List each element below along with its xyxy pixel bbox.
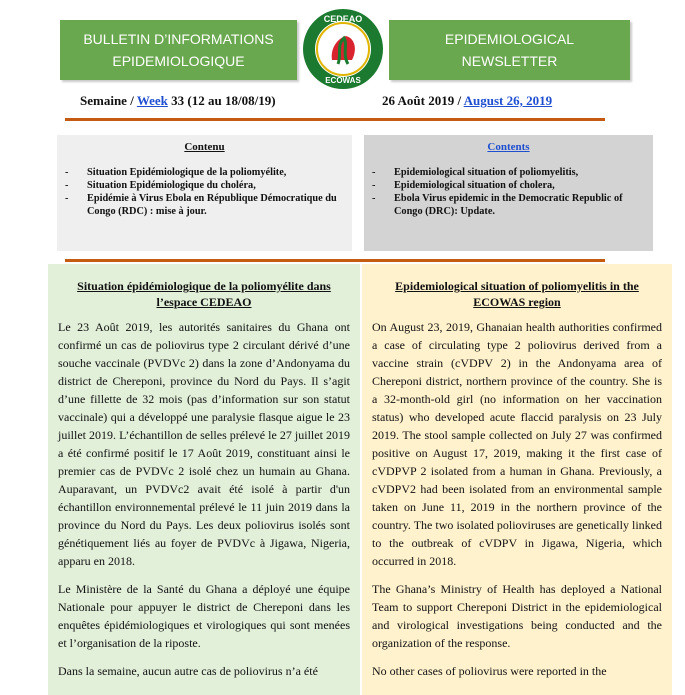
article-french-column bbox=[48, 264, 360, 695]
list-item: - Epidemiological situation of poliomyelitis, bbox=[372, 167, 579, 178]
article-french-paragraph: Dans la semaine, aucun autre cas de poliovirus n’a été bbox=[58, 664, 318, 678]
contents-english-heading[interactable]: Contents bbox=[487, 141, 530, 153]
list-item: - Epidémie à Virus Ebola en République Démocratique du Congo (RDC) : mise à jour. bbox=[65, 193, 337, 217]
section-divider bbox=[65, 259, 605, 262]
french-title-banner bbox=[60, 20, 297, 80]
week-range: 33 (12 au 18/08/19) bbox=[167, 93, 276, 108]
article-french-paragraph: Le Ministère de la Santé du Ghana a déployé une équipe Nationale pour appuyer le district de Chereponi dans les enquêtes épidémiologiques et virologiques qui sont menées et l’organisation de la riposte. bbox=[58, 582, 350, 650]
article-english-paragraph: On August 23, 2019, Ghanaian health authorities confirmed a case of circulating type 2 poliovirus derived from a vaccine strain (cVDPV 2) in the Andonyama area of Chereponi district, northern province of the country. She is a 32-month-old girl (no information on her vaccination status) who developed acute flaccid paralysis on 23 July 2019. The stool sample collected on July 27 was confirmed positive on August 17, 2019, making it the first case of cVDPVP 2 isolated from a human in Ghana. Previously, a cVDPV2 had been isolated from an environmental sample taken on June 11, 2019 in the northern province of the country. The two isolated polioviruses are genetically linked to the outbreak of cVDPV in Jigawa, Nigeria, which occurred in 2018. bbox=[372, 320, 662, 568]
ecowas-logo bbox=[302, 8, 384, 90]
week-separator: / bbox=[126, 93, 137, 108]
week-french: Semaine bbox=[80, 93, 127, 108]
article-french-title: Situation épidémiologique de la poliomyélite dans l’espace CEDEAO bbox=[77, 279, 331, 309]
week-line bbox=[80, 93, 276, 109]
contents-french-heading: Contenu bbox=[184, 141, 225, 153]
contents-english-list bbox=[372, 166, 645, 218]
contents-french-box bbox=[57, 135, 352, 251]
article-french-paragraph: Le 23 Août 2019, les autorités sanitaires du Ghana ont confirmé un cas de poliovirus type 2 circulant dérivé d’une souche vaccinale (PVDVc 2) dans la zone d’Andonyama du district de Chereponi, province du Nord du Pays. Il s’agit d’une fillette de 32 mois (pas d’information sur son statut vaccinale) qui a développé une paralysie flasque aigue le 23 juillet 2019. L’échantillon de selles prélevé le 27 juillet 2019 a été confirmé positif le 17 Août 2019, constituant ainsi le premier cas de PVDVc 2 isolé chez un humain au Ghana. Auparavant, un PVDVc2 avait été isolé à partir d'un échantillon environnemental prélevé le 11 juin 2019 dans la province du Nord du Pays. Les deux poliovirus isolés sont génétiquement liés au foyer de PVDVc à Jigawa, Nigeria, apparu en 2018. bbox=[58, 320, 350, 568]
article-english-paragraph: The Ghana’s Ministry of Health has deployed a National Team to support Chereponi District in the epidemiological and virological investigations being conducted and the organization of the response. bbox=[372, 582, 662, 650]
list-item: - Ebola Virus epidemic in the Democratic Republic of Congo (DRC): Update. bbox=[372, 193, 623, 217]
list-item: - Epidemiological situation of cholera, bbox=[372, 180, 555, 191]
header-divider bbox=[65, 118, 605, 121]
english-title-line-1: EPIDEMIOLOGICAL bbox=[444, 31, 575, 47]
date-line bbox=[382, 93, 552, 109]
date-french: 26 Août 2019 bbox=[382, 93, 455, 108]
english-title-line-2: NEWSLETTER bbox=[461, 53, 558, 69]
french-title-line-1: BULLETIN D’INFORMATIONS bbox=[83, 31, 274, 47]
list-item: - Situation Epidémiologique de la poliomyélite, bbox=[65, 167, 287, 178]
article-english-title: Epidemiological situation of poliomyelitis in the ECOWAS region bbox=[395, 279, 639, 309]
contents-english-box bbox=[364, 135, 653, 251]
date-separator: / bbox=[454, 93, 464, 108]
article-english-paragraph: No other cases of poliovirus were reported in the bbox=[372, 664, 607, 678]
contents-french-list bbox=[65, 166, 344, 218]
logo-bottom-text: ECOWAS bbox=[325, 76, 361, 85]
logo-top-text: CEDEAO bbox=[323, 14, 363, 24]
english-title-banner bbox=[389, 20, 630, 80]
date-english: August 26, 2019 bbox=[463, 93, 553, 108]
french-title-line-2: EPIDEMIOLOGIQUE bbox=[112, 53, 245, 69]
article-english-column bbox=[362, 264, 672, 695]
week-english: Week bbox=[136, 93, 168, 108]
list-item: - Situation Epidémiologique du choléra, bbox=[65, 180, 256, 191]
